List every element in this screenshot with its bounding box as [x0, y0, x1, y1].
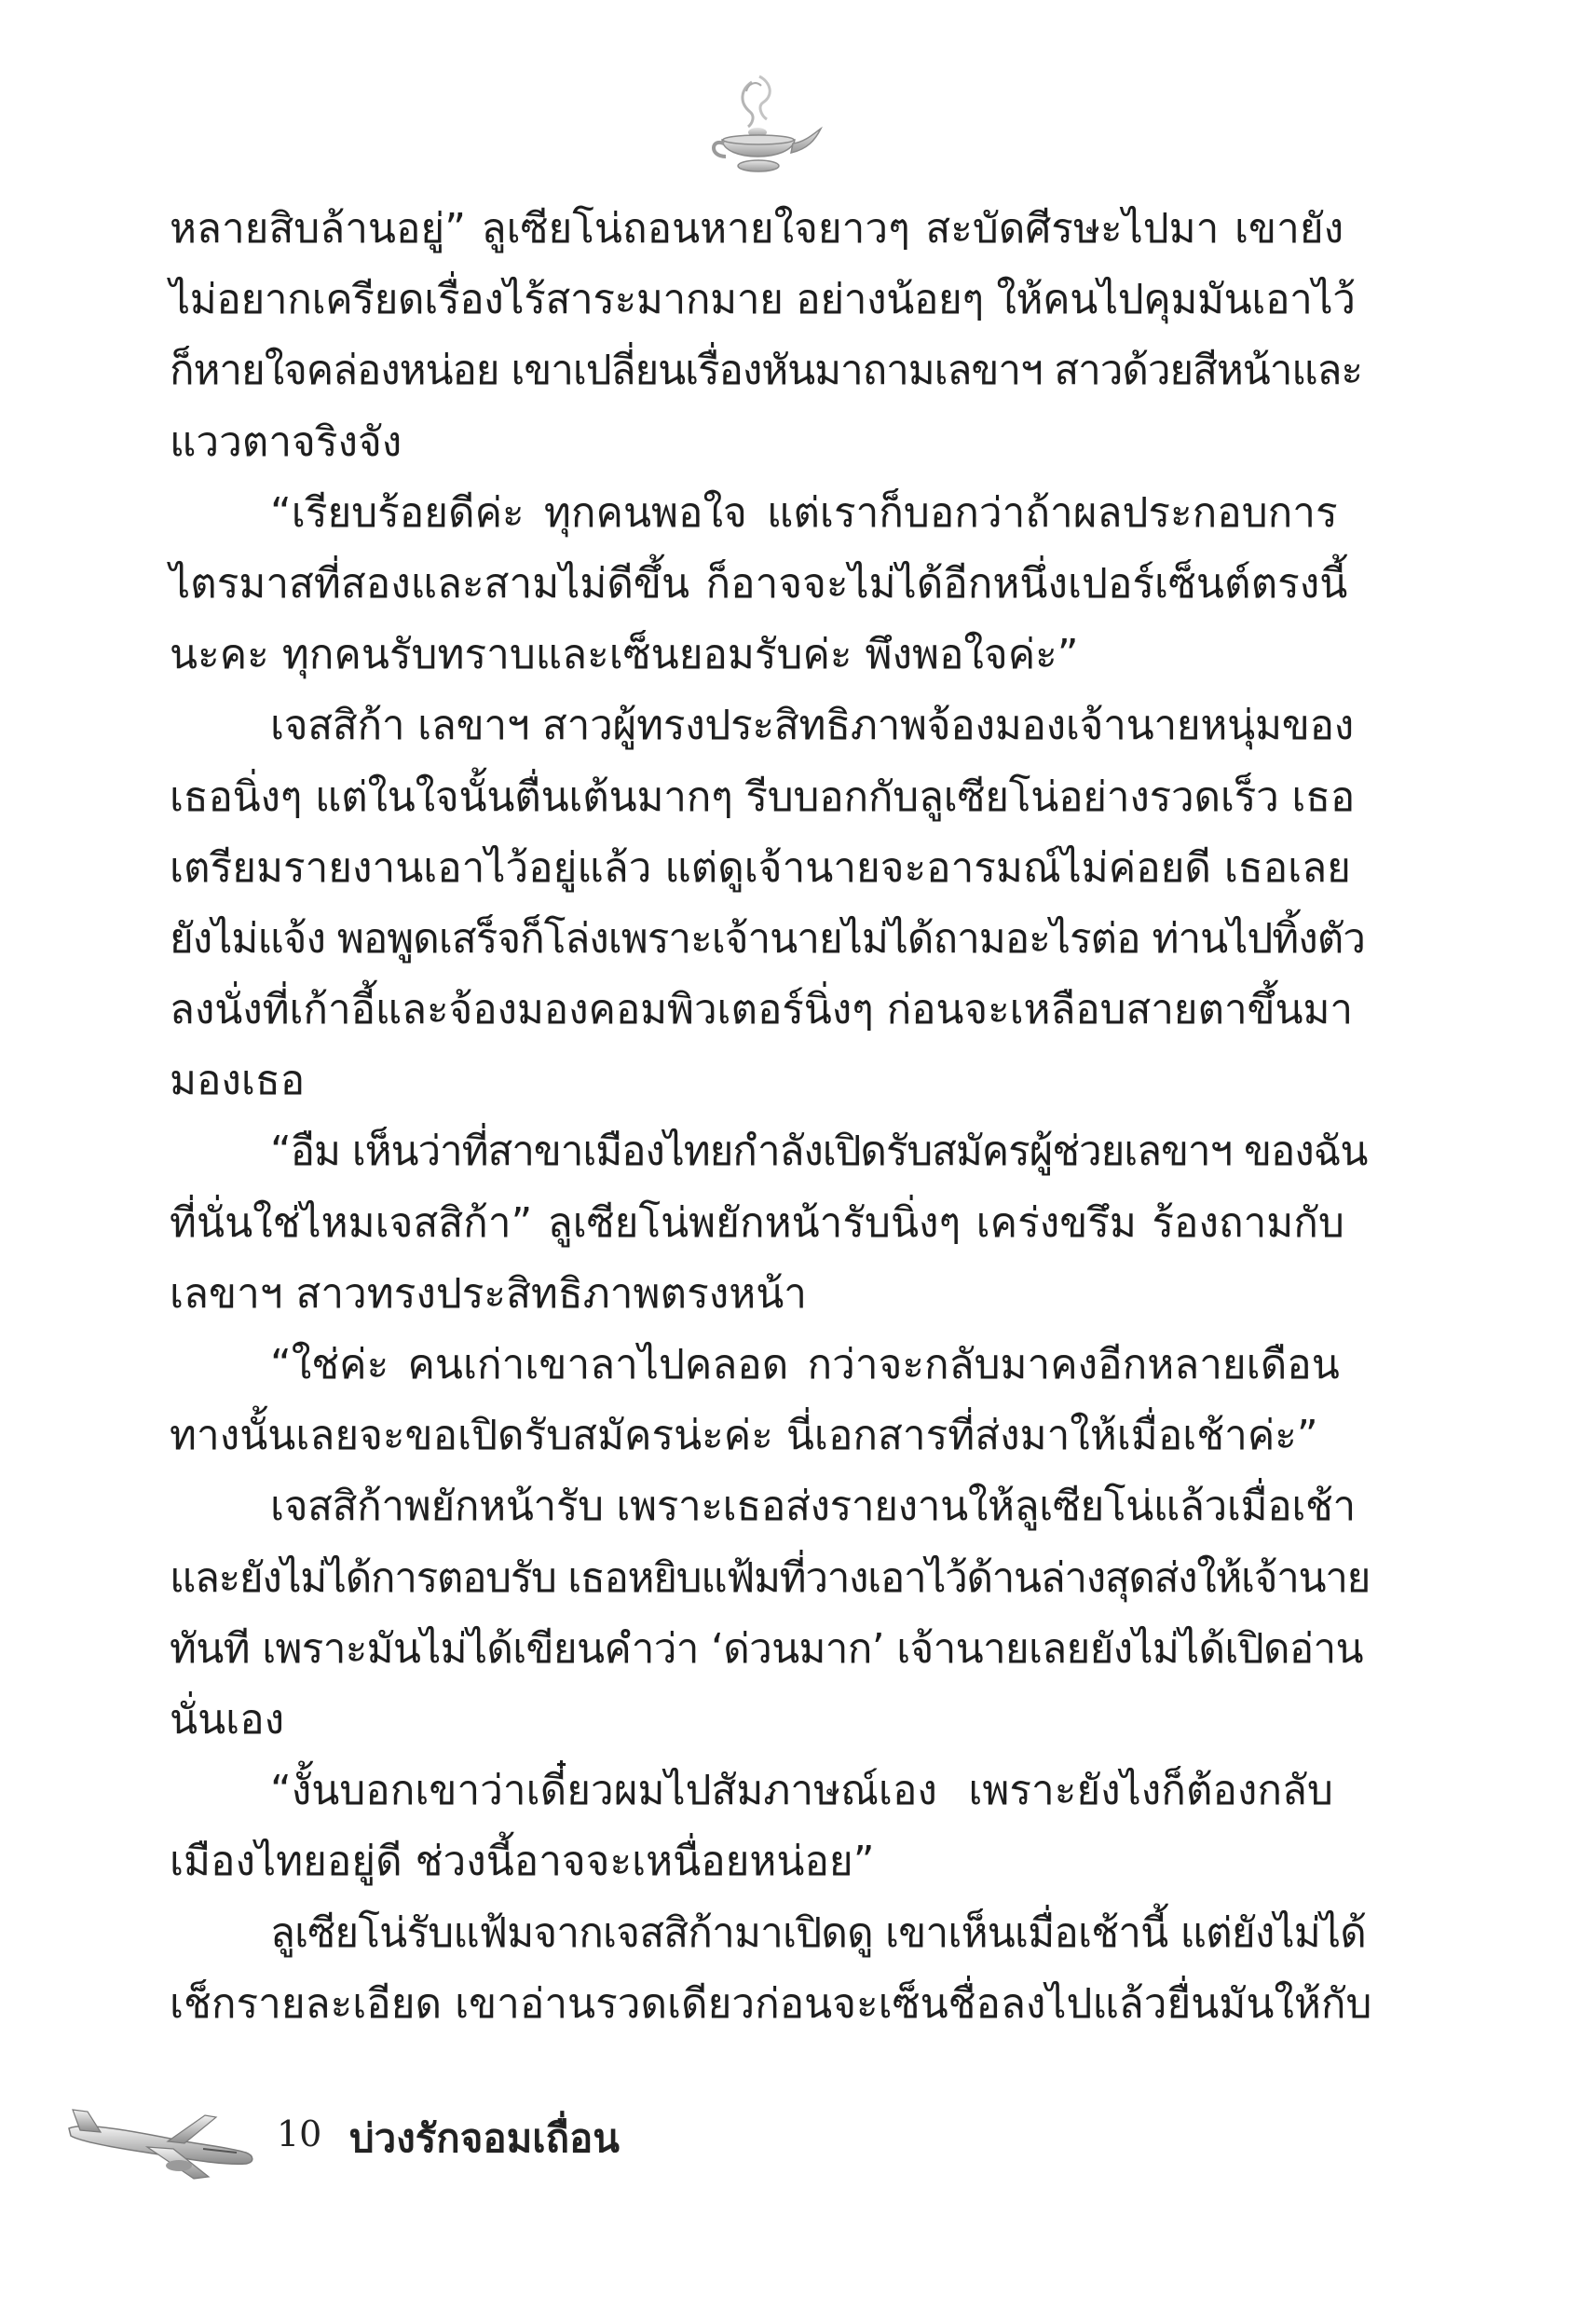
paragraph-first-line: เจสสิก้า เลขาฯ สาวผู้ทรงประสิทธิภาพจ้องมองเจ้านายหนุ่มของ: [270, 702, 1354, 750]
paragraph-first-line: ลูเซียโน่รับแฟ้มจากเจสสิก้ามาเปิดดู เขาเห็นเมื่อเช้านี้ แต่ยังไม่ได้: [270, 1908, 1367, 1957]
airplane-icon: [63, 2097, 261, 2185]
text-line: นะคะ ทุกคนรับทราบและเซ็นยอมรับค่ะ พึงพอใจค่ะ”: [170, 631, 1079, 679]
text-line: ที่นั่นใช่ไหมเจสสิก้า” ลูเซียโน่พยักหน้ารับนิ่งๆ เคร่งขรึม ร้องถามกับ: [170, 1198, 1344, 1247]
text-line: ไม่อยากเครียดเรื่องไร้สาระมากมาย อย่างน้อยๆ ให้คนไปคุมมันเอาไว้: [170, 276, 1356, 324]
text-line: แววตาจริงจัง: [170, 417, 402, 466]
paragraph-first-line: “อืม เห็นว่าที่สาขาเมืองไทยกำลังเปิดรับสมัครผู้ช่วยเลขาฯ ของฉัน: [270, 1128, 1368, 1176]
paragraph-first-line: “เรียบร้อยดีค่ะ ทุกคนพอใจ แต่เราก็บอกว่าถ้าผลประกอบการ: [270, 488, 1338, 537]
page-number: 10: [277, 2113, 322, 2154]
text-line: ยังไม่แจ้ง พอพูดเสร็จก็โล่งเพราะเจ้านายไม่ได้ถามอะไรต่อ ท่านไปทิ้งตัว: [170, 914, 1365, 963]
text-line: ไตรมาสที่สองและสามไม่ดีขึ้น ก็อาจจะไม่ได้อีกหนึ่งเปอร์เซ็นต์ตรงนี้: [170, 559, 1348, 608]
text-line: มองเธอ: [170, 1057, 306, 1105]
paragraph-first-line: “ใช่ค่ะ คนเก่าเขาลาไปคลอด กว่าจะกลับมาคงอีกหลายเดือน: [270, 1341, 1340, 1388]
genie-lamp-icon: [694, 73, 825, 180]
text-line: เตรียมรายงานเอาไว้อยู่แล้ว แต่ดูเจ้านายจะอารมณ์ไม่ค่อยดี เธอเลย: [170, 843, 1351, 892]
text-line: และยังไม่ได้การตอบรับ เธอหยิบแฟ้มที่วางเอาไว้ด้านล่างสุดส่งให้เจ้านาย: [170, 1553, 1371, 1602]
paragraph-first-line: เจสสิก้าพยักหน้ารับ เพราะเธอส่งรายงานให้ลูเซียโน่แล้วเมื่อเช้า: [270, 1483, 1356, 1531]
body-text: [170, 194, 1372, 2040]
text-line: เธอนิ่งๆ แต่ในใจนั้นตื่นเต้นมากๆ รีบบอกกับลูเซียโน่อย่างรวดเร็ว เธอ: [170, 773, 1356, 821]
text-line: นั่นเอง: [170, 1695, 285, 1744]
text-line: เมืองไทยอยู่ดี ช่วงนี้อาจจะเหนื่อยหน่อย”: [170, 1838, 875, 1886]
text-line: ก็หายใจคล่องหน่อย เขาเปลี่ยนเรื่องหันมาถามเลขาฯ สาวด้วยสีหน้าและ: [170, 347, 1362, 395]
text-line: ทันที เพราะมันไม่ได้เขียนคำว่า ‘ด่วนมาก’ เจ้านายเลยยังไม่ได้เปิดอ่าน: [170, 1624, 1363, 1673]
text-line: ลงนั่งที่เก้าอี้และจ้องมองคอมพิวเตอร์นิ่งๆ ก่อนจะเหลือบสายตาขึ้นมา: [170, 986, 1354, 1034]
text-line: ทางนั้นเลยจะขอเปิดรับสมัครน่ะค่ะ นี่เอกสารที่ส่งมาให้เมื่อเช้าค่ะ”: [170, 1412, 1318, 1460]
text-line: เช็กรายละเอียด เขาอ่านรวดเดียวก่อนจะเซ็นชื่อลงไปแล้วยื่นมันให้กับ: [170, 1979, 1372, 2028]
text-line: เลขาฯ สาวทรงประสิทธิภาพตรงหน้า: [170, 1269, 807, 1318]
paragraph-first-line: “งั้นบอกเขาว่าเดี๋ยวผมไปสัมภาษณ์เอง เพราะยังไงก็ต้องกลับ: [270, 1767, 1333, 1815]
book-title: บ่วงรักจอมเถื่อน: [349, 2115, 620, 2161]
text-line: หลายสิบล้านอยู่” ลูเซียโน่ถอนหายใจยาวๆ สะบัดศีรษะไปมา เขายัง: [170, 205, 1344, 253]
